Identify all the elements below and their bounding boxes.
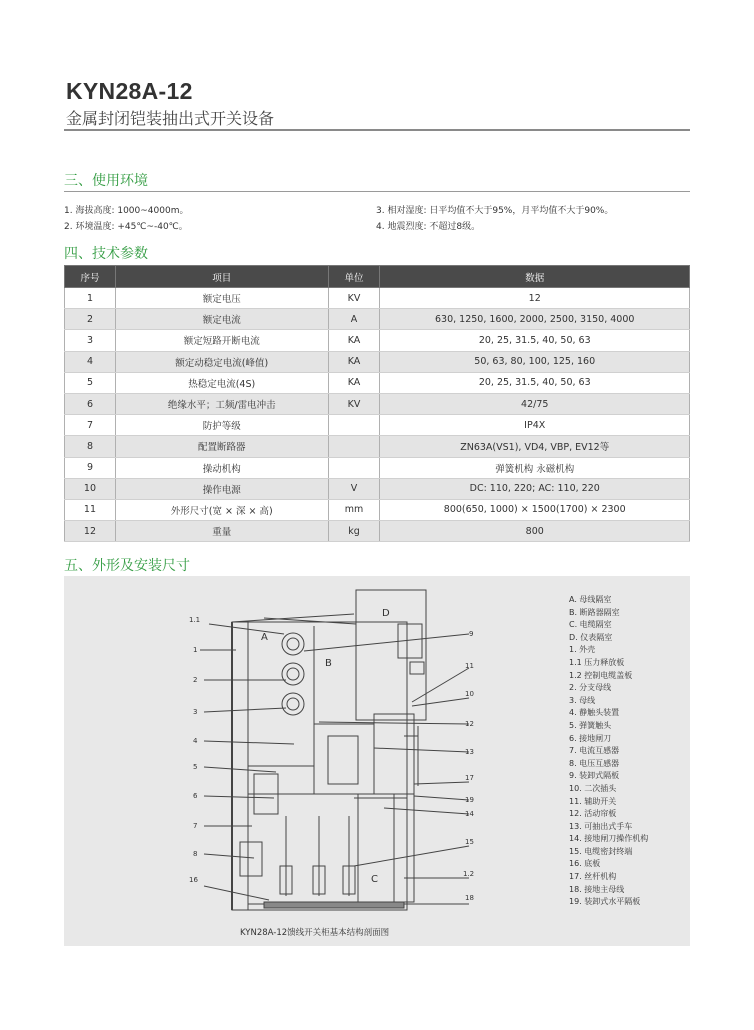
diagram-label-left: 1 [193,646,198,654]
diagram-label-right: 17 [465,774,474,782]
legend-item: 11. 辅助开关 [569,796,617,806]
env-item-temperature: 2. 环境温度: +45℃~-40℃。 [64,222,188,232]
row-index: 2 [65,309,116,330]
legend-item: C. 电缆隔室 [569,620,612,630]
legend-item: B. 断路器隔室 [569,607,620,617]
row-data: 弹簧机构 永磁机构 [380,457,690,478]
row-data: 20, 25, 31.5, 40, 50, 63 [380,372,690,393]
table-row [65,393,690,414]
table-row [65,478,690,499]
row-unit: KA [328,351,380,372]
row-unit: KA [328,372,380,393]
diagram-legend [569,594,648,909]
row-data: ZN63A(VS1), VD4, VBP, EV12等 [380,436,690,457]
table-row [65,330,690,351]
row-index: 10 [65,478,116,499]
table-row [65,457,690,478]
row-index: 3 [65,330,116,351]
row-item: 额定短路开断电流 [115,330,328,351]
legend-item: 10. 二次插头 [569,783,617,793]
row-unit: V [328,478,380,499]
diagram-label-left: 6 [193,792,198,800]
row-index: 1 [65,288,116,309]
diagram-label-right: 12 [465,720,474,728]
legend-item: 13. 可抽出式手车 [569,821,633,831]
row-item: 外形尺寸(宽 × 深 × 高) [115,499,328,520]
row-item: 额定电流 [115,309,328,330]
figure-caption: KYN28A-12馈线开关柜基本结构剖面图 [240,928,390,938]
legend-item: 19. 装卸式水平隔板 [569,897,641,907]
row-data: 800 [380,521,690,542]
legend-item: 15. 电缆密封终端 [569,846,633,856]
compartment-label-a: A [261,632,268,643]
legend-item: 2. 分支母线 [569,683,612,693]
diagram-label-right: 13 [465,748,474,756]
row-data: 630, 1250, 1600, 2000, 2500, 3150, 4000 [380,309,690,330]
col-header-unit: 单位 [328,266,380,288]
row-item: 额定电压 [115,288,328,309]
legend-item: 18. 接地主母线 [569,884,625,894]
product-subtitle: 金属封闭铠装抽出式开关设备 [66,109,275,128]
legend-item: A. 母线隔室 [569,595,612,604]
legend-item: 3. 母线 [569,695,596,705]
row-index: 9 [65,457,116,478]
env-item-altitude: 1. 海拔高度: 1000~4000m。 [64,206,189,216]
row-index: 11 [65,499,116,520]
params-table-header [65,266,690,288]
row-index: 5 [65,372,116,393]
diagram-label-right: 1.2 [463,870,475,878]
row-item: 绝缘水平；工频/雷电冲击 [115,393,328,414]
legend-item: 8. 电压互感器 [569,758,620,768]
diagram-label-left: 4 [193,737,198,745]
title-divider [64,129,690,131]
table-row [65,499,690,520]
diagram-label-right: 19 [465,796,474,804]
env-item-seismic: 4. 地震烈度: 不超过8级。 [376,222,481,232]
cabinet-cross-section-diagram [64,576,564,926]
legend-item: 1.1 压力释放板 [569,657,625,667]
legend-item: 1. 外壳 [569,645,596,655]
row-data: DC: 110, 220; AC: 110, 220 [380,478,690,499]
row-index: 8 [65,436,116,457]
diagram-label-right: 9 [469,630,474,638]
product-title: KYN28A-12 [66,78,193,104]
row-unit: A [328,309,380,330]
row-data: 20, 25, 31.5, 40, 50, 63 [380,330,690,351]
diagram-label-left: 3 [193,708,198,716]
row-item: 防护等级 [115,415,328,436]
table-row [65,351,690,372]
row-unit: mm [328,499,380,520]
row-data: 50, 63, 80, 100, 125, 160 [380,351,690,372]
legend-item: 12. 活动帘板 [569,809,617,819]
legend-item: 16. 底板 [569,859,601,869]
diagram-label-right: 14 [465,810,474,818]
legend-item: 5. 弹簧触头 [569,720,612,730]
compartment-label-b: B [325,658,332,669]
diagram-label-right: 15 [465,838,474,846]
table-row [65,436,690,457]
row-item: 操作电源 [115,478,328,499]
legend-item: 17. 丝杆机构 [569,872,617,882]
row-item: 操动机构 [115,457,328,478]
diagram-label-right: 18 [465,894,474,902]
section-environment-heading: 三、使用环境 [64,173,148,189]
diagram-label-left: 8 [193,850,198,858]
diagram-label-left: 7 [193,822,198,830]
table-row [65,372,690,393]
row-item: 热稳定电流(4S) [115,372,328,393]
table-row [65,288,690,309]
row-item: 额定动稳定电流(峰值) [115,351,328,372]
legend-item: 7. 电流互感器 [569,746,620,756]
params-table [64,265,690,542]
row-unit [328,457,380,478]
table-row [65,415,690,436]
row-index: 12 [65,521,116,542]
table-row [65,521,690,542]
legend-item: 1.2 控制电缆盖板 [569,670,633,680]
row-unit [328,415,380,436]
row-index: 4 [65,351,116,372]
row-data: IP4X [380,415,690,436]
env-item-humidity: 3. 相对湿度: 日平均值不大于95%，月平均值不大于90%。 [376,206,614,216]
row-unit [328,436,380,457]
col-header-item: 项目 [115,266,328,288]
row-unit: KV [328,288,380,309]
diagram-label-left: 1.1 [189,616,201,624]
section-params-heading: 四、技术参数 [64,246,148,262]
row-data: 42/75 [380,393,690,414]
diagram-label-right: 10 [465,690,474,698]
row-index: 7 [65,415,116,436]
row-unit: KV [328,393,380,414]
legend-item: 4. 静触头装置 [569,708,620,718]
row-index: 6 [65,393,116,414]
diagram-label-left: 2 [193,676,198,684]
row-unit: kg [328,521,380,542]
diagram-label-left: 5 [193,763,198,771]
legend-item: D. 仪表隔室 [569,632,613,642]
diagram-label-left: 16 [189,876,198,884]
section-dimensions-heading: 五、外形及安装尺寸 [64,558,190,574]
legend-item: 14. 接地闸刀操作机构 [569,834,649,844]
col-header-index: 序号 [65,266,116,288]
compartment-label-d: D [382,608,390,619]
legend-item: 9. 装卸式隔板 [569,771,620,781]
compartment-label-c: C [371,874,378,885]
table-row [65,309,690,330]
row-data: 800(650, 1000) × 1500(1700) × 2300 [380,499,690,520]
row-item: 配置断路器 [115,436,328,457]
legend-item: 6. 接地闸刀 [569,733,612,743]
row-item: 重量 [115,521,328,542]
diagram-label-right: 11 [465,662,474,670]
col-header-data: 数据 [380,266,690,288]
row-data: 12 [380,288,690,309]
row-unit: KA [328,330,380,351]
section-environment-divider [64,191,690,192]
